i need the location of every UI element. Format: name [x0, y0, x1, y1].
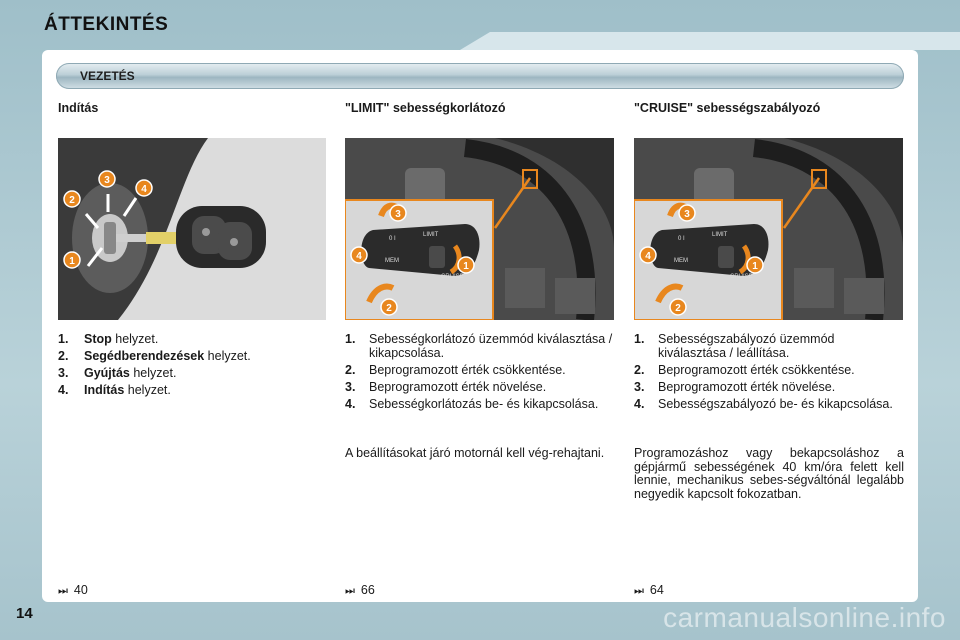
double-right-arrow-icon: ⏭: [634, 585, 644, 597]
ignition-list: [58, 332, 318, 400]
list-item: 3. Beprogramozott érték növelése.: [634, 380, 836, 394]
heading-limit: "LIMIT" sebességkorlátozó: [345, 101, 506, 115]
page-title: ÁTTEKINTÉS: [44, 14, 169, 35]
list-item: 1. Sebességkorlátozó üzemmód kiválasztása / kikapcsolása.: [345, 332, 613, 360]
cruise-label-3: 3: [684, 209, 690, 220]
cruise-note: Programozáshoz vagy bekapcsoláshoz a gépjármű sebességének 40 km/óra felett kell lennie, mechanikus sebes-ségváltónál legalább negyedik kapcsolt fokozatban.: [634, 446, 904, 501]
list-item: 1. Stop helyzet.: [58, 332, 159, 346]
list-item: 4. Indítás helyzet.: [58, 383, 171, 397]
ignition-key-image: [58, 138, 326, 320]
stalk-mark-mem: MEM: [674, 258, 688, 264]
page-number: 14: [16, 605, 33, 622]
ignition-label-3: 3: [104, 175, 110, 186]
page-ref-cruise[interactable]: ⏭ 64: [634, 583, 664, 597]
page-ref-limit[interactable]: ⏭ 66: [345, 583, 375, 597]
stalk-mark-0i: 0 I: [678, 236, 685, 242]
cruise-label-2: 2: [675, 303, 681, 314]
limit-list: [345, 332, 615, 414]
list-item: 3. Beprogramozott érték növelése.: [345, 380, 547, 394]
cruise-label-1: 1: [752, 261, 758, 272]
heading-ignition: Indítás: [58, 101, 99, 115]
content-panel: [42, 50, 918, 602]
limit-stalk-image: [345, 138, 614, 320]
page-ref-ignition[interactable]: ⏭ 40: [58, 583, 88, 597]
limit-label-1: 1: [463, 261, 469, 272]
ignition-label-2: 2: [69, 195, 75, 206]
stalk-mark-limit: LIMIT: [712, 232, 728, 238]
cruise-list: [634, 332, 904, 414]
ignition-label-4: 4: [141, 184, 147, 195]
list-item: 4. Sebességkorlátozás be- és kikapcsolása.: [345, 397, 599, 411]
list-item: 2. Beprogramozott érték csökkentése.: [634, 363, 855, 377]
limit-note: A beállításokat járó motornál kell vég-rehajtani.: [345, 446, 605, 460]
limit-label-4: 4: [356, 251, 362, 262]
stalk-mark-cruise: CRUISE: [730, 274, 753, 280]
list-item: 3. Gyújtás helyzet.: [58, 366, 177, 380]
limit-label-2: 2: [386, 303, 392, 314]
cruise-label-4: 4: [645, 251, 651, 262]
list-item: 1. Sebességszabályozó üzemmód kiválasztása / leállítása.: [634, 332, 835, 360]
watermark: carmanualsonline.info: [663, 602, 946, 633]
ignition-label-1: 1: [69, 256, 75, 267]
limit-label-3: 3: [395, 209, 401, 220]
panel-notch-decoration: [0, 30, 960, 60]
stalk-mark-0i: 0 I: [389, 236, 396, 242]
stalk-mark-mem: MEM: [385, 258, 399, 264]
list-item: 4. Sebességszabályozó be- és kikapcsolása.: [634, 397, 893, 411]
section-bar: [56, 63, 904, 89]
cruise-stalk-image: [634, 138, 903, 320]
list-item: 2. Segédberendezések helyzet.: [58, 349, 251, 363]
heading-cruise: "CRUISE" sebességszabályozó: [634, 101, 821, 115]
section-label: VEZETÉS: [80, 69, 135, 83]
double-right-arrow-icon: ⏭: [345, 585, 355, 597]
stalk-mark-limit: LIMIT: [423, 232, 439, 238]
list-item: 2. Beprogramozott érték csökkentése.: [345, 363, 566, 377]
stalk-mark-cruise: CRUISE: [441, 274, 464, 280]
double-right-arrow-icon: ⏭: [58, 585, 68, 597]
